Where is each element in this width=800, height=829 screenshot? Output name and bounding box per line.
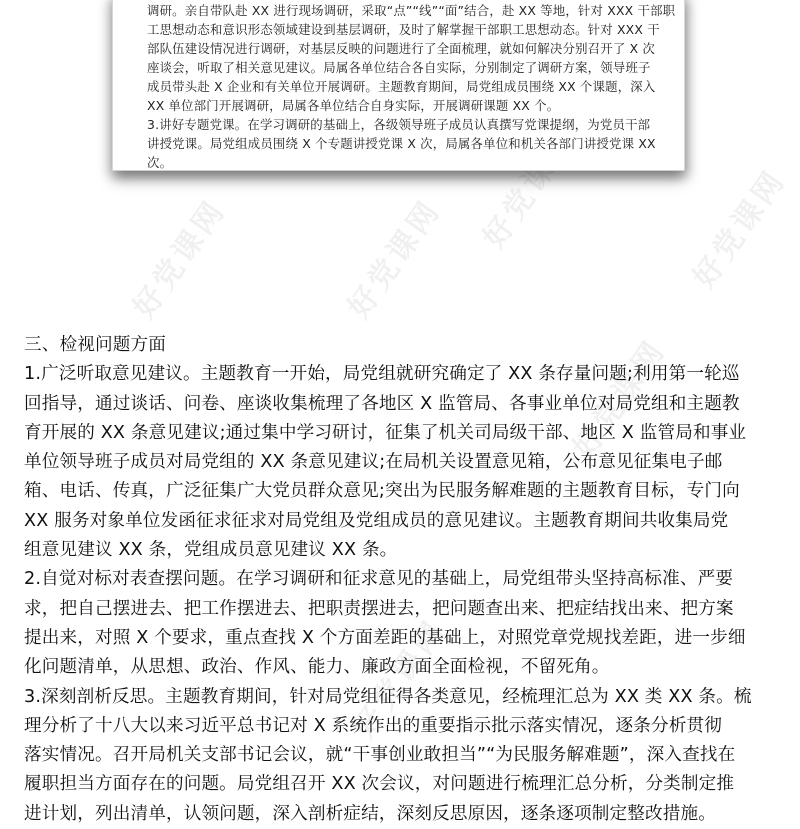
paragraph-line: 回指导，通过谈话、问卷、座谈收集梳理了各地区 X 监管局、各事业单位对局党组和主题教 bbox=[24, 393, 740, 414]
card-line: 座谈会，听取了相关意见建议。局属各单位结合各自实际，分别制定了调研方案，领导班子 bbox=[147, 60, 651, 75]
watermark: 好党课网 bbox=[566, 333, 674, 465]
card-line: 成员带头赴 X 企业和有关单位开展调研。主题教育期间，局党组成员围绕 XX 个课题，深入 bbox=[147, 79, 656, 94]
paragraph-line: 理分析了十八大以来习近平总书记对 X 系统作出的重要指示批示落实情况，逐条分析贯彻 bbox=[24, 715, 722, 736]
watermark: 好党课网 bbox=[686, 163, 794, 295]
card-line: 3.讲好专题党课。在学习调研的基础上，各级领导班子成员认真撰写党课提纲，为党员干部 bbox=[147, 117, 651, 132]
watermark: 好党课网 bbox=[346, 613, 454, 745]
paragraph-line: 2.自觉对标对表查摆问题。在学习调研和征求意见的基础上，局党组带头坚持高标准、严要 bbox=[24, 569, 734, 590]
section-body bbox=[24, 331, 784, 824]
paragraph-line: 箱、电话、传真，广泛征集广大党员群众意见;突出为民服务解难题的主题教育目标，专门向 bbox=[24, 481, 740, 502]
card-line: 部队伍建设情况进行调研，对基层反映的问题进行了全面梳理，就如何解决分别召开了 X 次 bbox=[147, 41, 655, 56]
paragraph-line: 进计划，列出清单，认领问题，深入剖析症结，深刻反思原因，逐条逐项制定整改措施。 bbox=[24, 803, 717, 824]
section-heading: 三、检视问题方面 bbox=[24, 335, 166, 355]
paragraph-line: 求，把自己摆进去、把工作摆进去、把职责摆进去，把问题查出来、把症结找出来、把方案 bbox=[24, 598, 734, 619]
card-line: 调研。亲自带队赴 XX 进行现场调研，采取“点”“线”“面”结合，赴 XX 等地，针对 XXX 干部职 bbox=[147, 3, 676, 18]
paragraph-line: 落实情况。召开局机关支部书记会议，就“干事创业敢担当”“为民服务解难题”，深入查找在 bbox=[24, 745, 736, 766]
paragraph-line: 履职担当方面存在的问题。局党组召开 XX 次会议，对问题进行梳理汇总分析，分类制定推 bbox=[24, 774, 735, 795]
paragraph-line: 育开展的 XX 条意见建议;通过集中学习研讨，征集了机关司局级干部、地区 X 监管局和事业 bbox=[24, 422, 747, 443]
paragraph-line: 1.广泛听取意见建议。主题教育一开始，局党组就研究确定了 XX 条存量问题;利用第一轮巡 bbox=[24, 364, 740, 385]
paragraph-line: XX 服务对象单位发函征求征求对局党组及党组成员的意见建议。主题教育期间共收集局党 bbox=[24, 510, 729, 531]
paragraph-line: 组意见建议 XX 条，党组成员意见建议 XX 条。 bbox=[24, 540, 398, 561]
card-line: 次。 bbox=[147, 155, 173, 170]
watermark: 好党课网 bbox=[341, 193, 449, 325]
watermark: 好党课网 bbox=[476, 123, 584, 255]
card-line: XX 单位部门开展调研，局属各单位结合自身实际，开展调研课题 XX 个。 bbox=[147, 98, 560, 113]
paragraph-line: 单位领导班子成员对局党组的 XX 条意见建议;在局机关设置意见箱，公布意见征集电子邮 bbox=[24, 452, 723, 473]
paragraph-line: 化问题清单，从思想、政治、作风、能力、廉政方面全面检视，不留死角。 bbox=[24, 657, 610, 678]
card-line: 工思想动态和意识形态领域建设到基层调研，及时了解掌握干部职工思想动态。针对 XXX 干 bbox=[147, 22, 660, 37]
card-line: 讲授党课。局党组成员围绕 X 个专题讲授党课 X 次，局属各单位和机关各部门讲授党课 XX bbox=[147, 136, 656, 151]
paragraph-line: 提出来，对照 X 个要求，重点查找 X 个方面差距的基础上，对照党章党规找差距，进一步细 bbox=[24, 627, 746, 648]
card-text bbox=[147, 0, 676, 172]
watermark: 好党课网 bbox=[126, 193, 234, 325]
document-preview-card bbox=[112, 0, 685, 171]
card-line bbox=[147, 0, 657, 1]
paragraph-line: 3.深刻剖析反思。主题教育期间，针对局党组征得各类意见，经梳理汇总为 XX 类 XX 条。梳 bbox=[24, 686, 752, 707]
